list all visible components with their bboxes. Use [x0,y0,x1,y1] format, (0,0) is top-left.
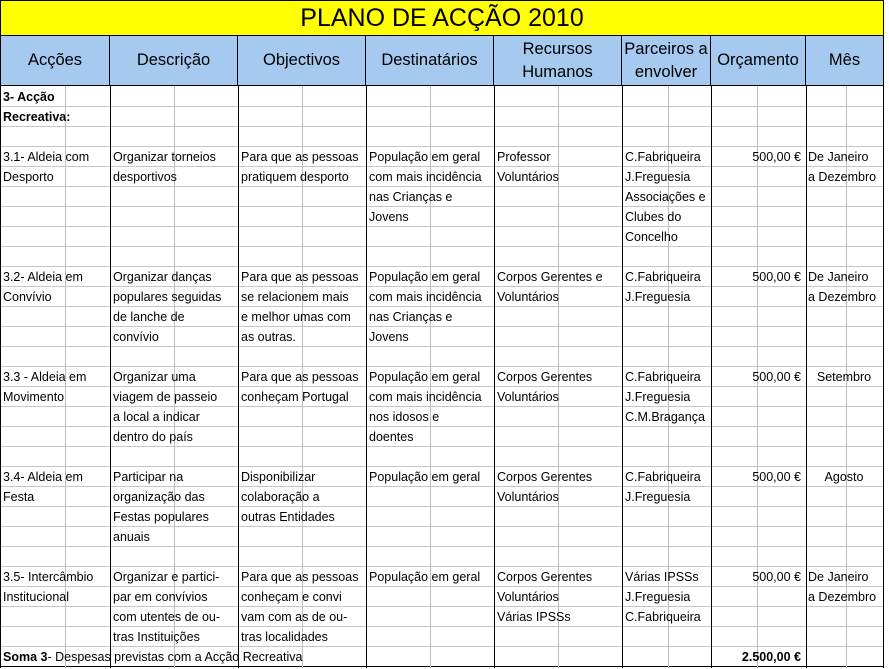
cell-parceiros: C.M.Bragança [625,410,705,424]
cell-destinatarios: População em geral [369,570,481,584]
cell-descricao: Organizar torneios [113,150,216,164]
cell-descricao: Participar na [113,470,184,484]
cell-recursos: Várias IPSSs [497,610,571,624]
header-orcamento-label: Orçamento [717,51,799,69]
section-title: 3- Acção [3,90,55,104]
cell-orcamento: 500,00 € [752,150,801,164]
cell-descricao: par em convívios [113,590,208,604]
cell-mes: Agosto [824,470,864,484]
column-line [0,86,1,668]
cell-descricao: populares seguidas [113,290,222,304]
cell-descricao: de lanche de [113,310,185,324]
cell-descricao: Festas populares [113,510,209,524]
header-objectivos-label: Objectivos [262,51,341,69]
cell-accao: Movimento [3,390,65,404]
cell-destinatarios: com mais incidência [369,170,482,184]
cell-objectivos: outras Entidades [241,510,335,524]
cell-mes: De Janeiro [808,570,869,584]
total-label-rest: - Despesas previstas com a Acção Recreativa [47,650,303,664]
header-parceiros [622,36,711,86]
total-label-bold: Soma 3 [3,650,48,664]
column-line [238,86,239,668]
cell-parceiros: J.Freguesia [625,170,691,184]
cell-descricao: Organizar uma [113,370,196,384]
cell-accao: 3.2- Aldeia em [3,270,83,284]
cell-objectivos: conheçam Portugal [241,390,349,404]
cell-accao: 3.4- Aldeia em [3,470,83,484]
cell-parceiros: J.Freguesia [625,590,691,604]
cell-objectivos: Para que as pessoas [241,150,359,164]
cell-descricao: organização das [113,490,205,504]
cell-objectivos: Para que as pessoas [241,370,359,384]
total-value: 2.500,00 € [741,650,801,664]
cell-recursos: Corpos Gerentes [497,570,593,584]
header-accoes [0,36,110,86]
section-title: Recreativa: [3,110,71,124]
cell-orcamento: 500,00 € [752,570,801,584]
cell-mes: a Dezembro [808,590,877,604]
header-destinatarios-label: Destinatários [381,51,478,69]
cell-mes: Setembro [816,370,872,384]
header-accoes-label: Acções [27,51,83,69]
cell-accao: Desporto [3,170,54,184]
cell-destinatarios: Jovens [369,330,409,344]
cell-descricao: Organizar e partici- [113,570,220,584]
cell-objectivos: e melhor umas com [241,310,351,324]
cell-destinatarios: doentes [369,430,414,444]
cell-recursos: Corpos Gerentes e [497,270,603,284]
cell-parceiros: Clubes do [625,210,682,224]
cell-objectivos: colaboração a [241,490,320,504]
cell-mes: a Dezembro [808,290,877,304]
column-line [366,86,367,668]
cell-descricao: convívio [113,330,159,344]
cell-objectivos: Para que as pessoas [241,570,359,584]
row-line [0,106,884,107]
cell-accao: 3.1- Aldeia com [3,150,90,164]
cell-objectivos: se relacionem mais [241,290,349,304]
cell-destinatarios: População em geral [369,150,481,164]
cell-recursos: Corpos Gerentes [497,470,593,484]
cell-orcamento: 500,00 € [752,370,801,384]
header-descricao-label: Descrição [136,51,211,69]
cell-descricao: a local a indicar [113,410,200,424]
header-objectivos [238,36,366,86]
cell-parceiros: Concelho [625,230,678,244]
cell-objectivos: pratiquem desporto [241,170,349,184]
cell-destinatarios: com mais incidência [369,290,482,304]
cell-destinatarios: População em geral [369,270,481,284]
cell-destinatarios: com mais incidência [369,390,482,404]
cell-parceiros: J.Freguesia [625,290,691,304]
cell-destinatarios: População em geral [369,370,481,384]
cell-objectivos: vam com as de ou- [241,610,348,624]
cell-parceiros: C.Fabriqueira [625,370,701,384]
header-descricao [110,36,238,86]
cell-destinatarios: nas Crianças e [369,190,453,204]
column-line [494,86,495,668]
cell-mes: De Janeiro [808,270,869,284]
cell-recursos: Voluntários [497,390,559,404]
sheet-title: PLANO DE ACÇÃO 2010 [0,0,884,36]
cell-parceiros: Várias IPSSs [625,570,699,584]
column-line [110,86,111,668]
header-mes [806,36,884,86]
cell-orcamento: 500,00 € [752,470,801,484]
cell-parceiros: J.Freguesia [625,490,691,504]
cell-descricao: Organizar danças [113,270,212,284]
cell-objectivos: conheçam e convi [241,590,342,604]
cell-objectivos: Para que as pessoas [241,270,359,284]
cell-mes: De Janeiro [808,150,869,164]
cell-parceiros: C.Fabriqueira [625,470,701,484]
column-line [622,86,623,668]
row-line [0,246,884,247]
cell-accao: Festa [3,490,35,504]
cell-descricao: dentro do país [113,430,193,444]
row-line [0,126,884,127]
cell-objectivos: as outras. [241,330,296,344]
header-recursos-label: Recursos Humanos [522,39,593,81]
cell-parceiros: C.Fabriqueira [625,610,701,624]
cell-parceiros: J.Freguesia [625,390,691,404]
cell-descricao: com utentes de ou- [113,610,221,624]
cell-orcamento: 500,00 € [752,270,801,284]
cell-parceiros: Associações e [625,190,706,204]
cell-accao: 3.5- Intercâmbio [3,570,94,584]
cell-accao: Convívio [3,290,52,304]
total-label [3,647,503,667]
cell-parceiros: C.Fabriqueira [625,150,701,164]
cell-destinatarios: Jovens [369,210,409,224]
cell-descricao: anuais [113,530,150,544]
header-destinatarios [366,36,494,86]
cell-accao: 3.3 - Aldeia em [3,370,87,384]
cell-descricao: viagem de passeio [113,390,218,404]
cell-descricao: desportivos [113,170,177,184]
cell-recursos: Professor [497,150,551,164]
cell-recursos: Voluntários [497,490,559,504]
cell-accao: Institucional [3,590,70,604]
header-parceiros-label: Parceiros a envolver [624,39,708,81]
cell-destinatarios: População em geral [369,470,481,484]
header-mes-label: Mês [828,51,861,69]
cell-descricao: tras Instituições [113,630,200,644]
cell-destinatarios: nas Crianças e [369,310,453,324]
cell-objectivos: tras localidades [241,630,328,644]
cell-destinatarios: nos idosos e [369,410,440,424]
cell-recursos: Voluntários [497,170,559,184]
cell-recursos: Voluntários [497,590,559,604]
header-recursos [494,36,622,86]
cell-recursos: Corpos Gerentes [497,370,593,384]
cell-parceiros: C.Fabriqueira [625,270,701,284]
header-orcamento [711,36,806,86]
cell-objectivos: Disponibilizar [241,470,316,484]
cell-mes: a Dezembro [808,170,877,184]
cell-recursos: Voluntários [497,290,559,304]
